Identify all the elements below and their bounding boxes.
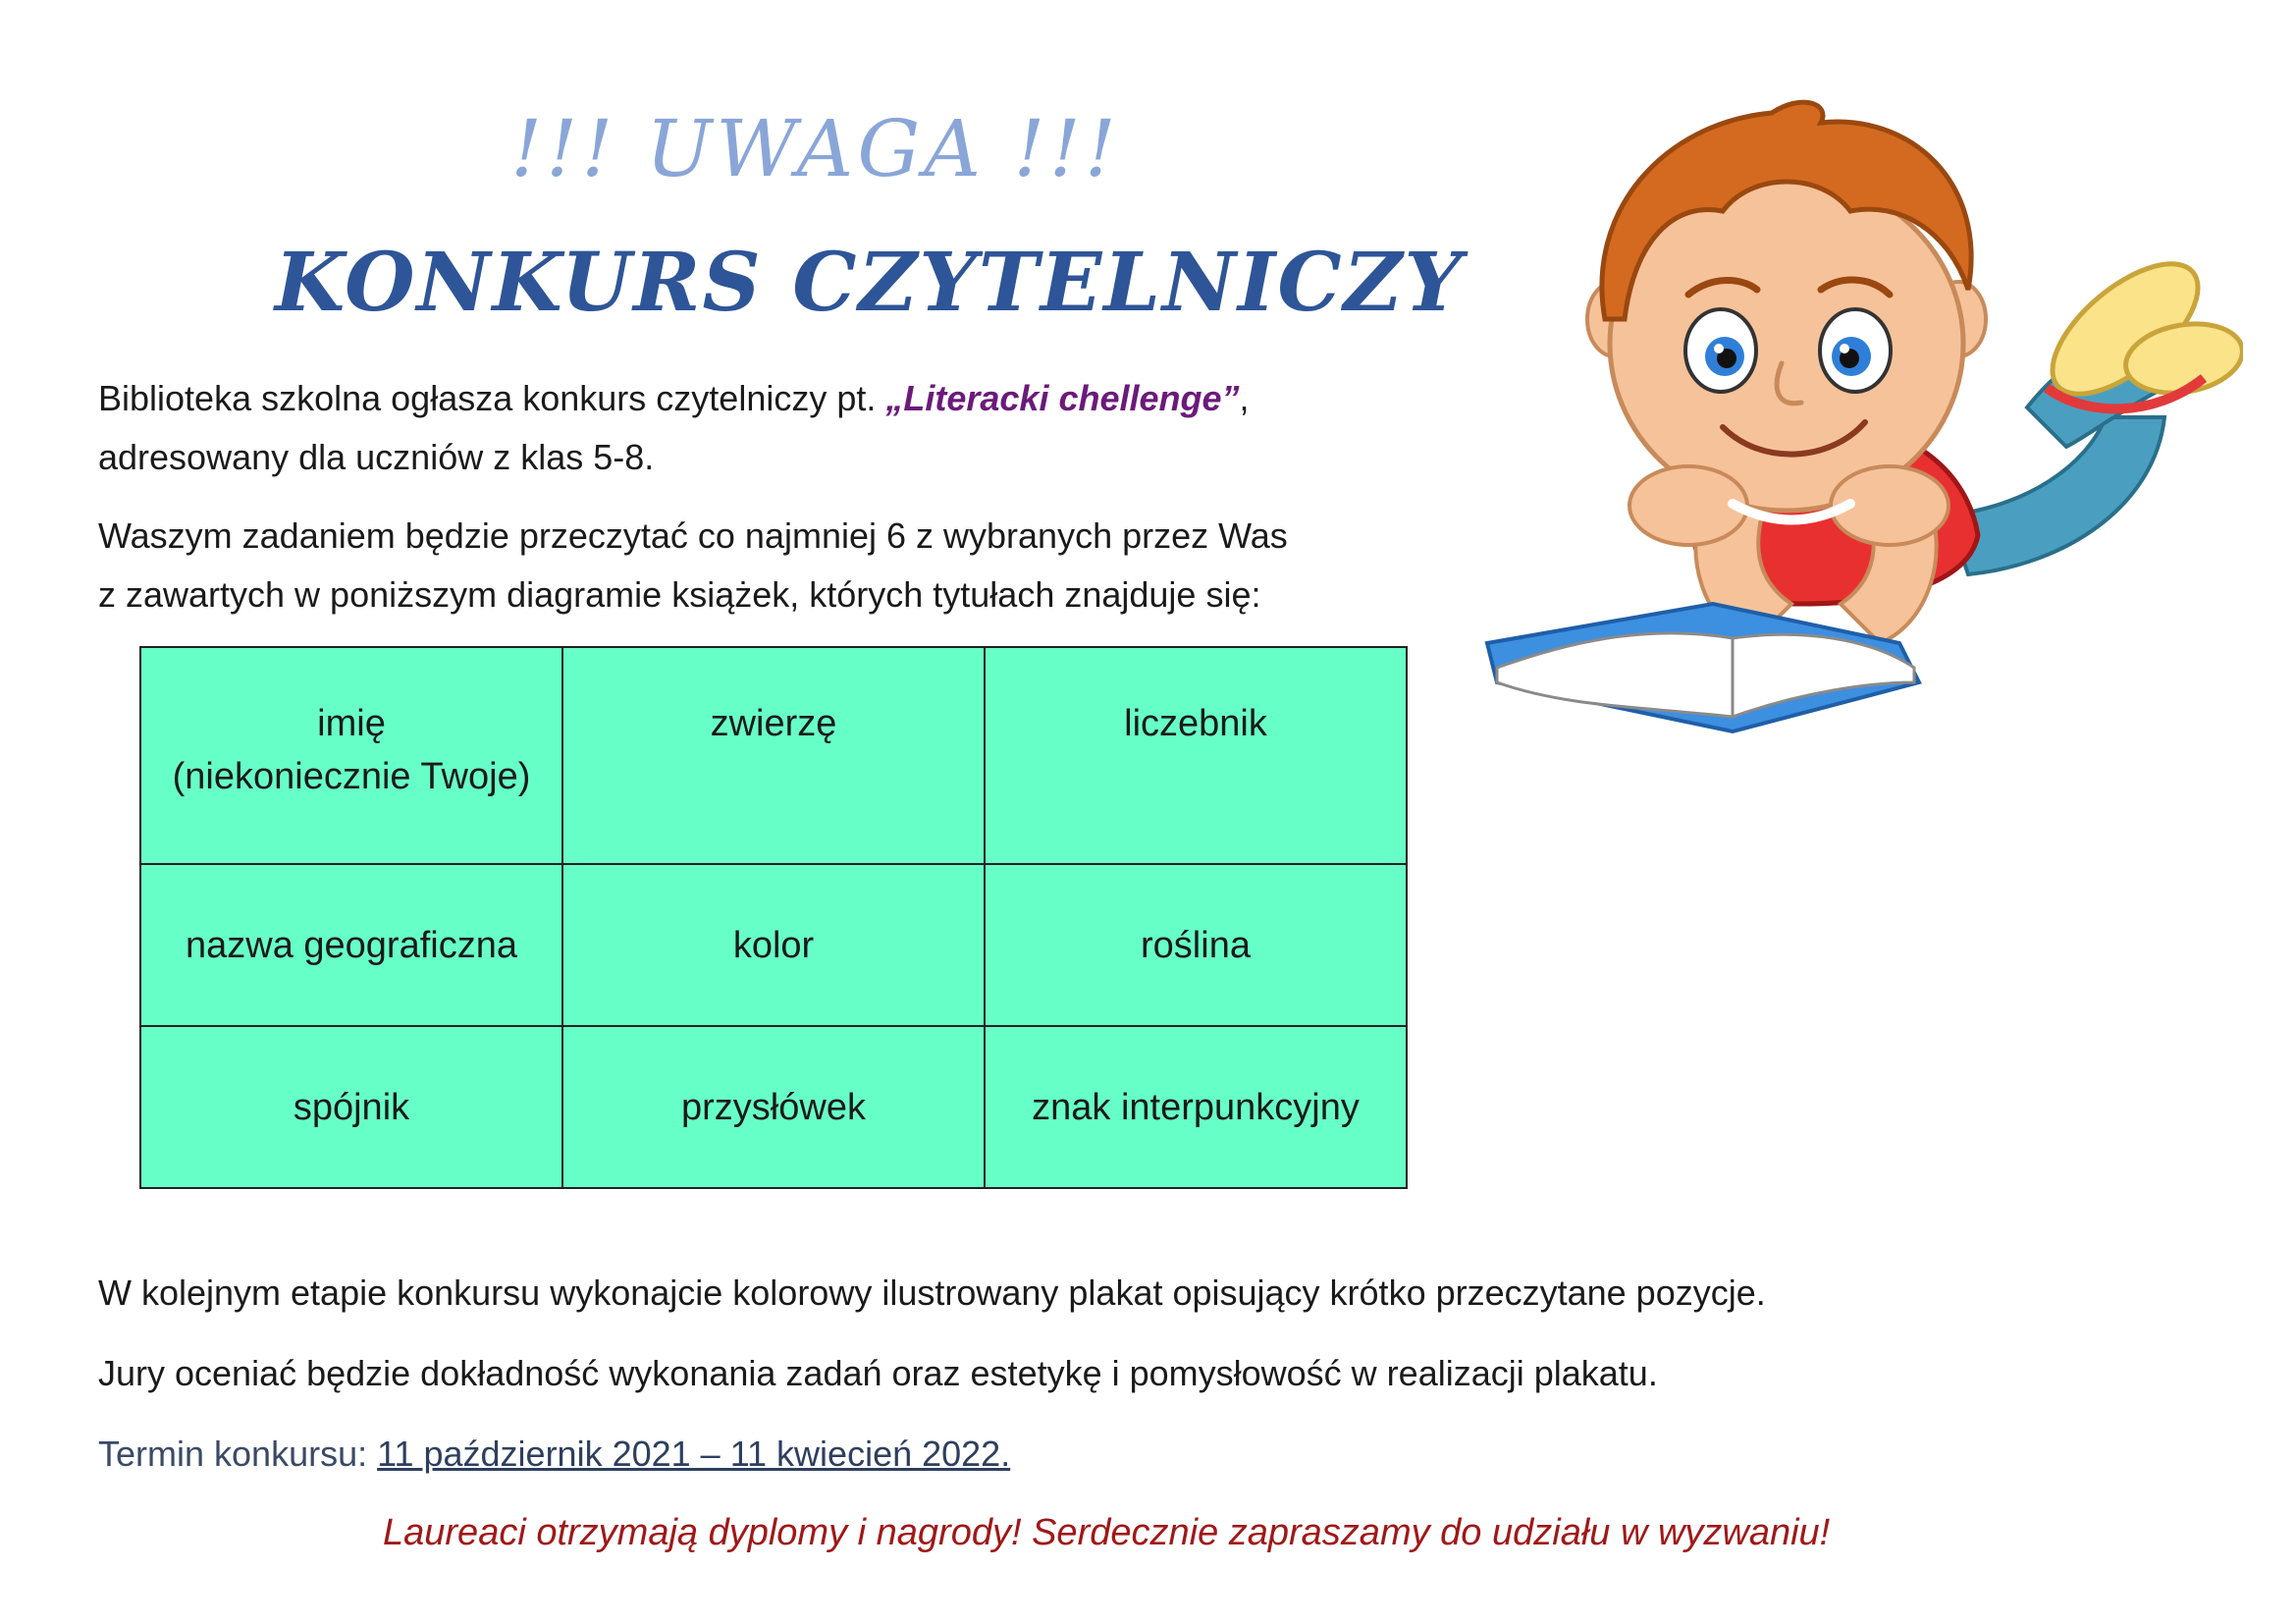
contest-title: KONKURS CZYTELNICZY — [275, 236, 1465, 330]
table-cell-adverb: przysłówek — [562, 1026, 985, 1188]
jury-text: Jury oceniać będzie dokładność wykonania zadań oraz estetykę i pomysłowość w realizacji plakatu. — [98, 1353, 1658, 1393]
table-cell-plant: roślina — [985, 864, 1407, 1026]
boy-reading-book-icon — [1477, 93, 2243, 741]
intro-line-1 — [98, 369, 1250, 428]
table-cell-name — [140, 647, 562, 864]
contest-name: „Literacki chellenge” — [885, 378, 1240, 418]
table-row — [140, 864, 1407, 1026]
deadline-text — [98, 1434, 1010, 1475]
deadline-dates: 11 październik 2021 – 11 kwiecień 2022. — [377, 1434, 1011, 1474]
table-cell-numeral: liczebnik — [985, 647, 1407, 864]
table-cell-animal: zwierzę — [562, 647, 985, 864]
table-row — [140, 1026, 1407, 1188]
table-cell-conjunction: spójnik — [140, 1026, 562, 1188]
cell-name-label: imię — [317, 703, 386, 744]
table-row — [140, 647, 1407, 864]
task-line-2: z zawartych w poniższym diagramie książek, których tytułach znajduje się: — [98, 574, 1261, 615]
intro-paragraph — [98, 369, 1250, 487]
categories-table — [139, 646, 1408, 1189]
table-cell-punctuation: znak interpunkcyjny — [985, 1026, 1407, 1188]
table-cell-color: kolor — [562, 864, 985, 1026]
task-line-1: Waszym zadaniem będzie przeczytać co najmniej 6 z wybranych przez Was — [98, 515, 1288, 556]
cell-name-note: (niekoniecznie Twoje) — [172, 756, 531, 797]
stage-text: W kolejnym etapie konkursu wykonajcie kolorowy ilustrowany plakat opisujący krótko przeczytane pozycje. — [98, 1272, 1766, 1313]
closing-message: Laureaci otrzymają dyplomy i nagrody! Serdecznie zapraszamy do udziału w wyzwaniu! — [383, 1512, 1831, 1553]
intro-line-2: adresowany dla uczniów z klas 5-8. — [98, 437, 655, 477]
intro-comma: , — [1239, 378, 1250, 418]
intro-text: Biblioteka szkolna ogłasza konkurs czytelniczy pt. — [98, 378, 886, 418]
task-paragraph — [98, 507, 1288, 624]
attention-heading: !!! UWAGA !!! — [510, 103, 1120, 194]
table-cell-geography: nazwa geograficzna — [140, 864, 562, 1026]
deadline-label: Termin konkursu: — [98, 1434, 378, 1474]
